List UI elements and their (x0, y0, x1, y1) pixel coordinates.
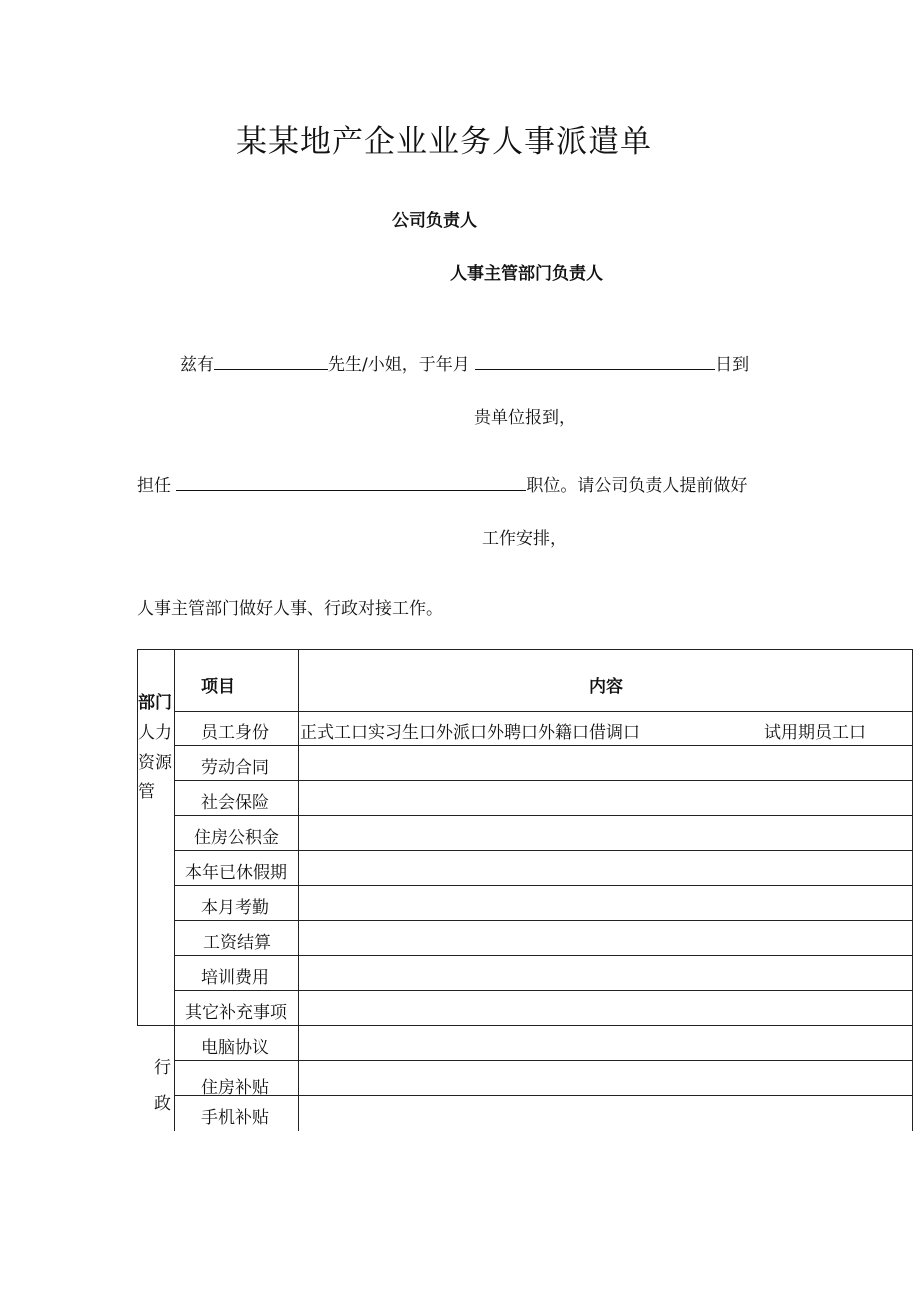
admin-group-label-line: 政 (154, 1094, 171, 1114)
employee-status-options[interactable]: 正式工口实习生口外派口外聘口外籍口借调口 (300, 723, 640, 743)
row-item-label: 电脑协议 (201, 1038, 269, 1058)
body-line-1-middle: 先生/小姐，于年月 (328, 355, 470, 375)
header-dept: 部门 (138, 693, 172, 713)
header-item: 项目 (201, 677, 235, 697)
row-item-label: 其它补充事项 (185, 1003, 287, 1023)
row-item-label: 住房补贴 (201, 1078, 269, 1098)
hr-group-label-line: 资源 (138, 753, 172, 773)
hr-group-label-line: 管 (138, 782, 155, 802)
body-line-3 (137, 471, 747, 496)
addressee-hr-head: 人事主管部门负责人 (450, 264, 603, 284)
row-item-label: 本年已休假期 (185, 863, 287, 883)
row-item-label: 手机补贴 (201, 1108, 269, 1128)
body-line-1-prefix: 兹有 (180, 355, 214, 375)
body-line-1-suffix: 日到 (715, 355, 750, 375)
header-content: 内容 (589, 677, 623, 697)
body-line-3-prefix: 担任 (137, 476, 171, 496)
addressee-company-head: 公司负责人 (392, 211, 477, 231)
row-item-label: 社会保险 (201, 793, 269, 813)
body-line-2: 贵单位报到， (474, 408, 576, 428)
body-line-3-suffix: 职位。请公司负责人提前做好 (526, 476, 748, 496)
body-line-4: 工作安排， (482, 529, 567, 549)
name-blank[interactable] (214, 355, 328, 370)
position-blank[interactable] (176, 476, 526, 491)
body-line-5: 人事主管部门做好人事、行政对接工作。 (137, 599, 443, 619)
probation-option[interactable]: 试用期员工口 (764, 723, 866, 743)
body-line-1 (180, 350, 749, 375)
admin-group-label-line: 行 (154, 1058, 171, 1078)
date-blank[interactable] (475, 355, 715, 370)
page-title: 某某地产企业业务人事派遣单 (236, 124, 652, 160)
row-item-label: 培训费用 (201, 968, 269, 988)
row-item-label: 工资结算 (203, 933, 271, 953)
row-item-label: 本月考勤 (201, 898, 269, 918)
row-item-label: 员工身份 (201, 723, 269, 743)
row-item-label: 住房公积金 (194, 828, 279, 848)
hr-group-label-line: 人力 (138, 723, 172, 743)
row-item-label: 劳动合同 (201, 758, 269, 778)
